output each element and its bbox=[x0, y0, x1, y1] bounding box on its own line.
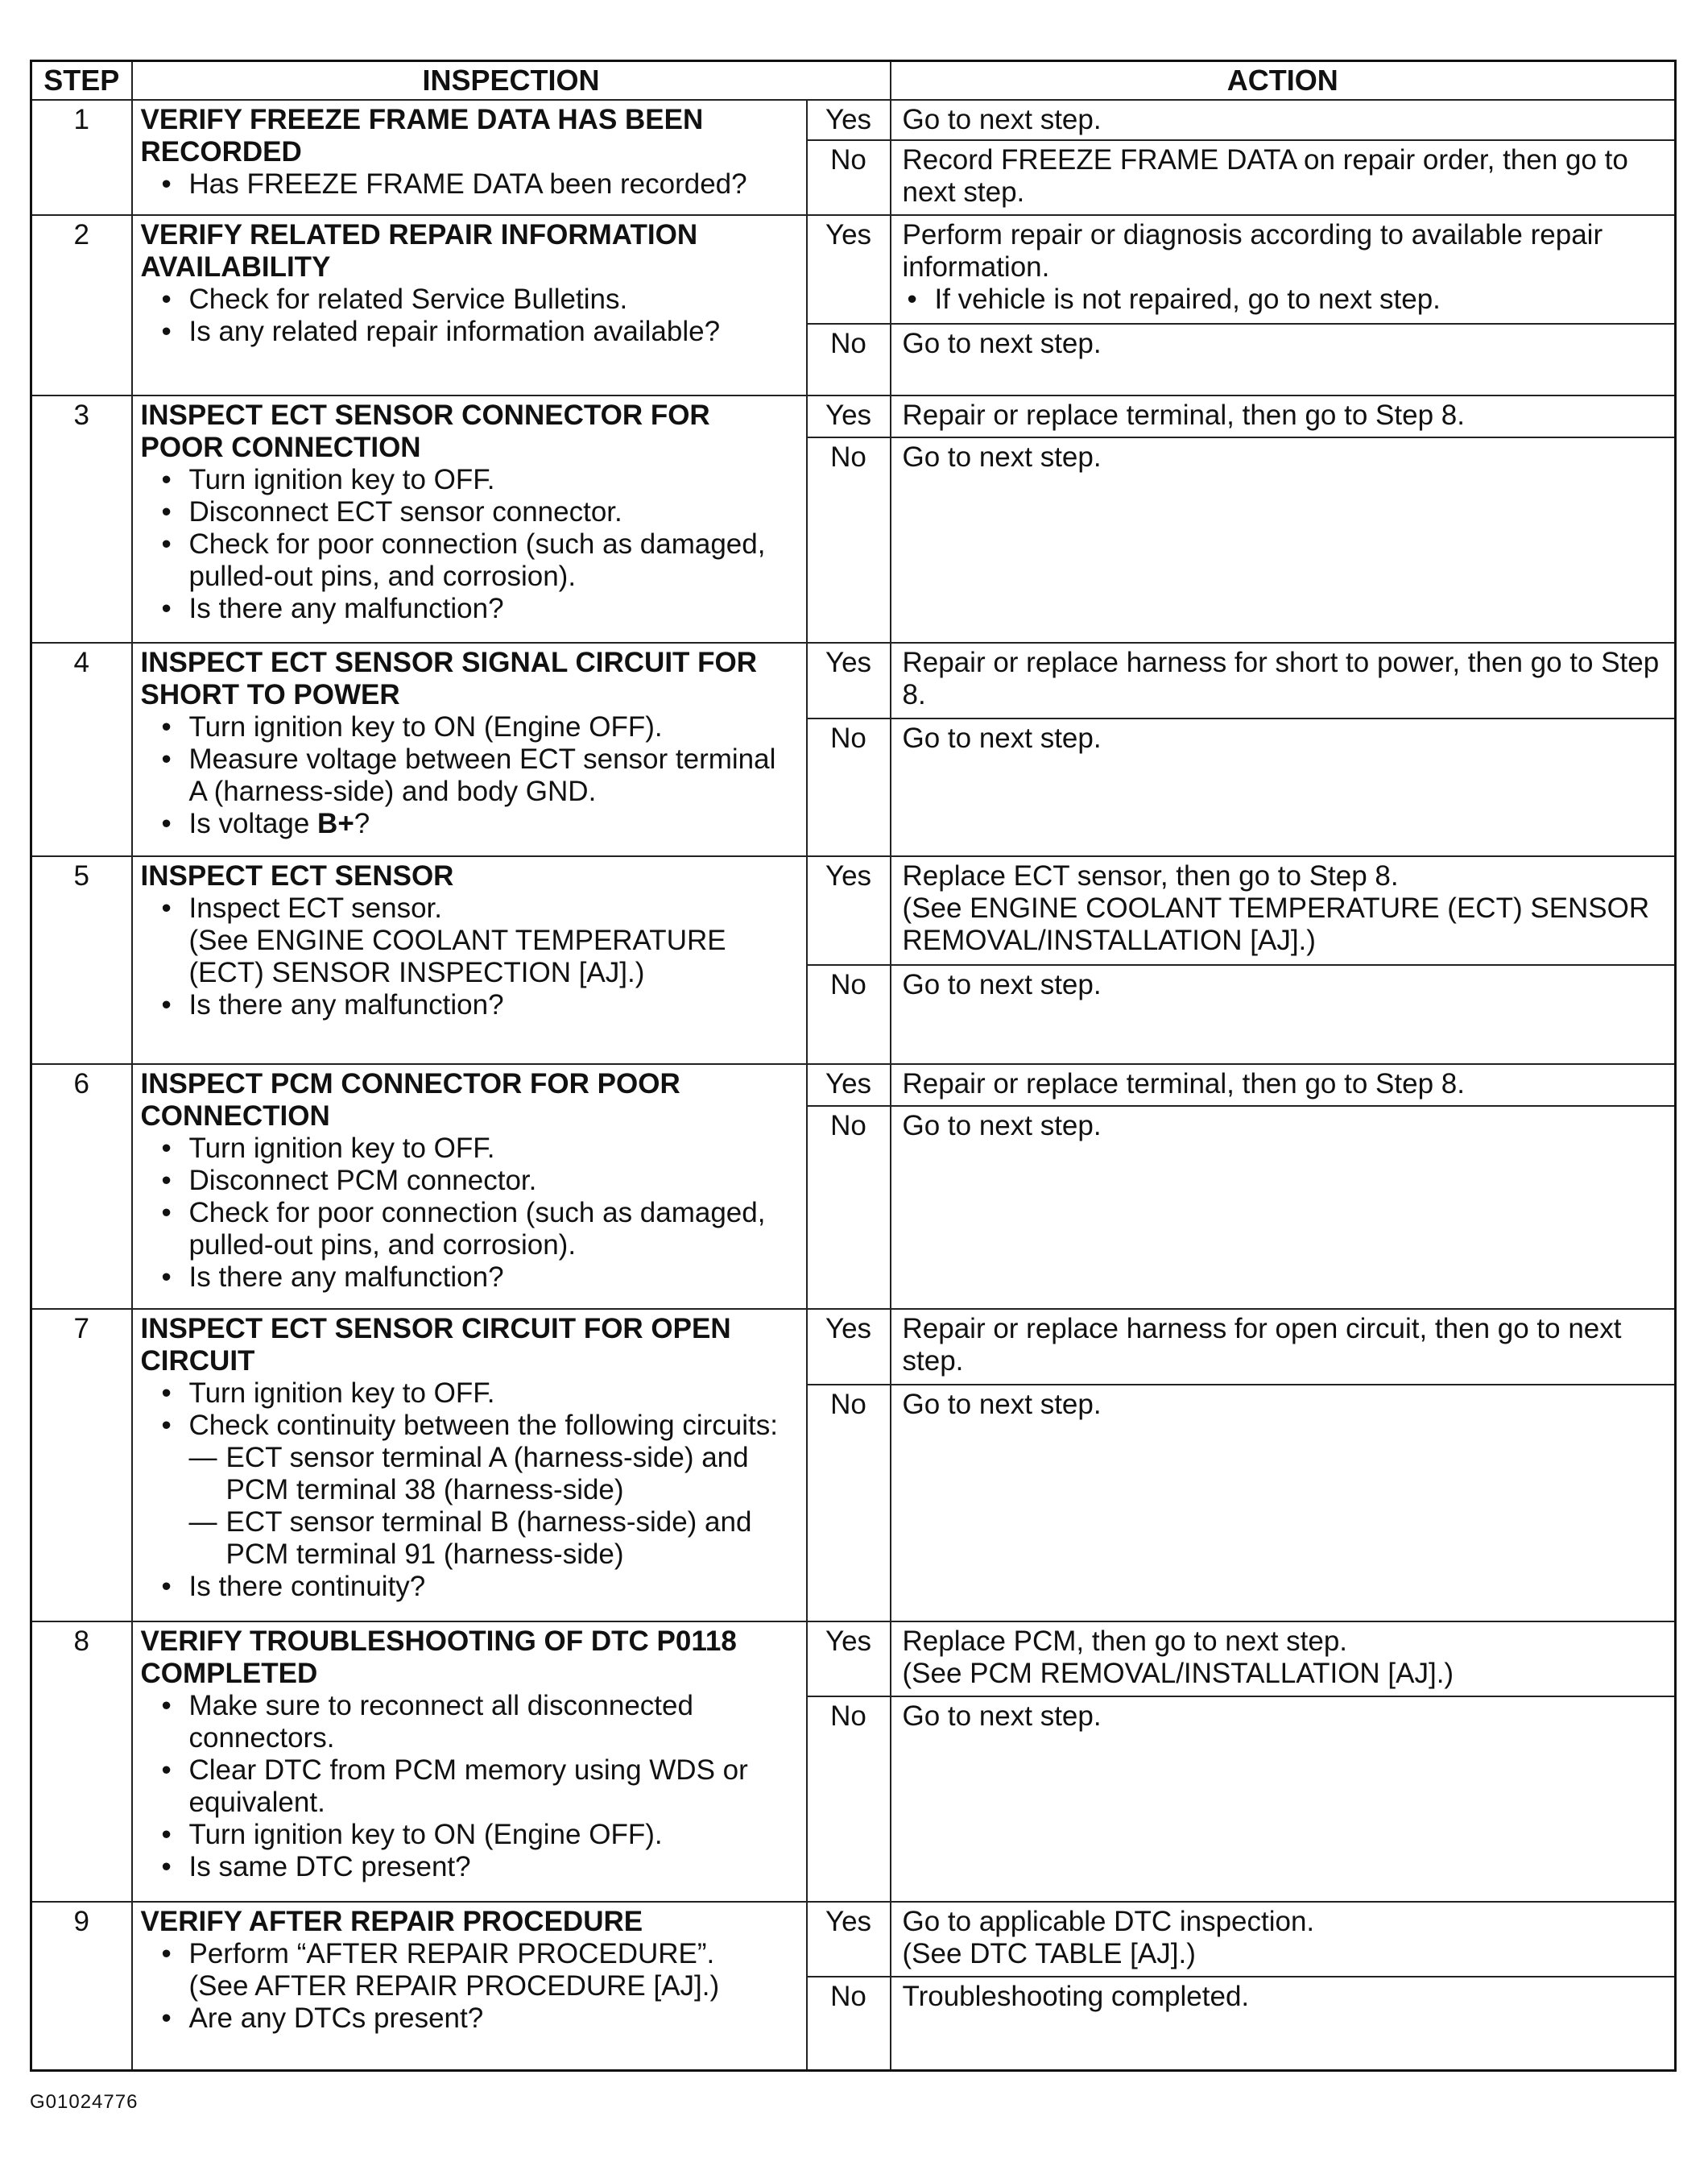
bullet-text: ? bbox=[354, 807, 370, 839]
no-action: Record FREEZE FRAME DATA on repair order, then go to next step. bbox=[891, 140, 1676, 215]
action-bullet-list bbox=[903, 284, 1667, 316]
step-number: 6 bbox=[31, 1064, 132, 1309]
inspection-title: VERIFY RELATED REPAIR INFORMATION AVAILABILITY bbox=[140, 218, 698, 283]
list-item: • Turn ignition key to OFF. bbox=[189, 464, 798, 496]
yes-label: Yes bbox=[807, 215, 891, 324]
list-item bbox=[189, 808, 798, 840]
no-label: No bbox=[807, 965, 891, 1064]
no-action: Go to next step. bbox=[891, 324, 1676, 395]
inspection-cell bbox=[132, 215, 807, 395]
inspection-title: INSPECT ECT SENSOR CONNECTOR FOR POOR CONNECTION bbox=[140, 399, 710, 463]
list-item: • Disconnect ECT sensor connector. bbox=[189, 496, 798, 528]
step-number: 1 bbox=[31, 100, 132, 215]
bullet-list bbox=[141, 892, 798, 1021]
inspection-title: VERIFY AFTER REPAIR PROCEDURE bbox=[140, 1905, 643, 1937]
yes-action: Replace PCM, then go to next step. bbox=[902, 1625, 1348, 1658]
yes-action: Perform repair or diagnosis according to available repair information. bbox=[902, 218, 1603, 283]
bullet-list bbox=[141, 284, 798, 348]
table-row bbox=[31, 856, 1676, 965]
table-row bbox=[31, 1309, 1676, 1385]
bullet-list bbox=[141, 711, 798, 840]
bullet-text: Is voltage bbox=[188, 807, 318, 839]
bullet-text: • Inspect ECT sensor. bbox=[188, 892, 443, 924]
figure-id: G01024776 bbox=[30, 2091, 139, 2113]
table-row bbox=[31, 1621, 1676, 1696]
step-number: 8 bbox=[31, 1621, 132, 1902]
list-item: • Is there continuity? bbox=[189, 1571, 798, 1603]
yes-action: Repair or replace terminal, then go to Step 8. bbox=[891, 1064, 1676, 1106]
no-label: No bbox=[807, 719, 891, 856]
no-action: Go to next step. bbox=[891, 1106, 1676, 1309]
yes-label: Yes bbox=[807, 1902, 891, 1977]
inspection-cell bbox=[132, 1064, 807, 1309]
table-row bbox=[31, 643, 1676, 719]
no-action: Go to next step. bbox=[891, 965, 1676, 1064]
inspection-cell bbox=[132, 100, 807, 215]
yes-label: Yes bbox=[807, 856, 891, 965]
list-item: • Is there any malfunction? bbox=[189, 593, 798, 625]
list-item bbox=[189, 1410, 798, 1571]
no-action: Go to next step. bbox=[891, 719, 1676, 856]
yes-label: Yes bbox=[807, 643, 891, 719]
inspection-cell bbox=[132, 1621, 807, 1902]
list-item: • Turn ignition key to ON (Engine OFF). bbox=[189, 711, 798, 743]
bullet-note: (See ENGINE COOLANT TEMPERATURE (ECT) SENSOR INSPECTION [AJ].) bbox=[188, 924, 726, 988]
list-item: • Is same DTC present? bbox=[189, 1851, 798, 1883]
step-number: 7 bbox=[31, 1309, 132, 1621]
no-action: Troubleshooting completed. bbox=[891, 1977, 1676, 2070]
step-number: 9 bbox=[31, 1902, 132, 2071]
table-header-row bbox=[31, 61, 1676, 100]
yes-label: Yes bbox=[807, 100, 891, 140]
bullet-list bbox=[141, 1690, 798, 1883]
sub-list-item: — ECT sensor terminal B (harness-side) and PCM terminal 91 (harness-side) bbox=[226, 1506, 798, 1571]
inspection-title: INSPECT ECT SENSOR bbox=[140, 859, 454, 892]
header-step: STEP bbox=[31, 61, 132, 100]
inspection-title: INSPECT ECT SENSOR SIGNAL CIRCUIT FOR SHORT TO POWER bbox=[140, 646, 758, 710]
bullet-note: (See AFTER REPAIR PROCEDURE [AJ].) bbox=[188, 1969, 720, 2002]
header-action: ACTION bbox=[891, 61, 1676, 100]
inspection-title: INSPECT PCM CONNECTOR FOR POOR CONNECTION bbox=[140, 1067, 680, 1132]
list-item: • Check for related Service Bulletins. bbox=[189, 284, 798, 316]
bullet-text: • Perform “AFTER REPAIR PROCEDURE”. bbox=[188, 1937, 715, 1969]
yes-action-cell bbox=[891, 856, 1676, 965]
step-number: 3 bbox=[31, 395, 132, 643]
list-item bbox=[189, 892, 798, 989]
no-label: No bbox=[807, 1977, 891, 2070]
no-action: Go to next step. bbox=[891, 1696, 1676, 1902]
table-row bbox=[31, 1902, 1676, 1977]
bullet-list bbox=[141, 1938, 798, 2035]
list-item: • Is there any malfunction? bbox=[189, 1261, 798, 1294]
yes-action-note: (See DTC TABLE [AJ].) bbox=[902, 1937, 1196, 1969]
sub-list-item: — ECT sensor terminal A (harness-side) and PCM terminal 38 (harness-side) bbox=[226, 1442, 798, 1506]
list-item: • Check for poor connection (such as damaged, pulled-out pins, and corrosion). bbox=[189, 1197, 798, 1261]
inspection-cell bbox=[132, 856, 807, 1064]
no-label: No bbox=[807, 437, 891, 643]
yes-label: Yes bbox=[807, 395, 891, 437]
step-number: 2 bbox=[31, 215, 132, 395]
inspection-title: VERIFY FREEZE FRAME DATA HAS BEEN RECORDED bbox=[140, 103, 704, 168]
bullet-text: • Check continuity between the following circuits: bbox=[188, 1410, 778, 1442]
yes-label: Yes bbox=[807, 1309, 891, 1385]
no-label: No bbox=[807, 140, 891, 215]
no-label: No bbox=[807, 1696, 891, 1902]
table-row bbox=[31, 395, 1676, 437]
yes-label: Yes bbox=[807, 1621, 891, 1696]
list-item: • Turn ignition key to ON (Engine OFF). bbox=[189, 1819, 798, 1851]
inspection-cell bbox=[132, 643, 807, 856]
header-inspection: INSPECTION bbox=[132, 61, 891, 100]
list-item: • Measure voltage between ECT sensor terminal A (harness-side) and body GND. bbox=[189, 743, 798, 808]
bullet-list bbox=[141, 1377, 798, 1603]
table-row bbox=[31, 1064, 1676, 1106]
bullet-list bbox=[141, 168, 798, 201]
list-item: • Are any DTCs present? bbox=[189, 2002, 798, 2035]
step-number: 5 bbox=[31, 856, 132, 1064]
list-item: • If vehicle is not repaired, go to next step. bbox=[935, 284, 1667, 316]
sub-list bbox=[189, 1442, 798, 1571]
yes-action: Repair or replace terminal, then go to Step 8. bbox=[891, 395, 1676, 437]
inspection-cell bbox=[132, 395, 807, 643]
list-item: • Disconnect PCM connector. bbox=[189, 1165, 798, 1197]
diagnostic-procedure-sheet bbox=[30, 60, 1674, 2072]
yes-action: Repair or replace harness for open circuit, then go to next step. bbox=[891, 1309, 1676, 1385]
list-item: • Is there any malfunction? bbox=[189, 989, 798, 1021]
yes-action: Go to applicable DTC inspection. bbox=[902, 1905, 1315, 1937]
no-label: No bbox=[807, 324, 891, 395]
inspection-title: INSPECT ECT SENSOR CIRCUIT FOR OPEN CIRCUIT bbox=[140, 1313, 731, 1377]
inspection-cell bbox=[132, 1902, 807, 2071]
diagnostic-table bbox=[30, 60, 1677, 2072]
yes-action-cell bbox=[891, 215, 1676, 324]
list-item: • Check for poor connection (such as damaged, pulled-out pins, and corrosion). bbox=[189, 528, 798, 593]
list-item: • Turn ignition key to OFF. bbox=[189, 1133, 798, 1165]
yes-action-cell bbox=[891, 1902, 1676, 1977]
table-row bbox=[31, 100, 1676, 140]
list-item: • Make sure to reconnect all disconnected connectors. bbox=[189, 1690, 798, 1754]
yes-label: Yes bbox=[807, 1064, 891, 1106]
bullet-list bbox=[141, 464, 798, 625]
inspection-cell bbox=[132, 1309, 807, 1621]
list-item bbox=[189, 1938, 798, 2002]
no-label: No bbox=[807, 1106, 891, 1309]
yes-action: Repair or replace harness for short to power, then go to Step 8. bbox=[891, 643, 1676, 719]
list-item: • Has FREEZE FRAME DATA been recorded? bbox=[189, 168, 798, 201]
yes-action-cell bbox=[891, 1621, 1676, 1696]
list-item: • Turn ignition key to OFF. bbox=[189, 1377, 798, 1410]
bullet-list bbox=[141, 1133, 798, 1294]
no-label: No bbox=[807, 1385, 891, 1621]
yes-action-note: (See ENGINE COOLANT TEMPERATURE (ECT) SENSOR REMOVAL/INSTALLATION [AJ].) bbox=[902, 892, 1650, 956]
yes-action: Replace ECT sensor, then go to Step 8. bbox=[902, 859, 1399, 892]
yes-action: Go to next step. bbox=[891, 100, 1676, 140]
yes-action-note: (See PCM REMOVAL/INSTALLATION [AJ].) bbox=[902, 1658, 1454, 1690]
inspection-title: VERIFY TROUBLESHOOTING OF DTC P0118 COMPLETED bbox=[140, 1625, 737, 1690]
no-action: Go to next step. bbox=[891, 437, 1676, 643]
table-row bbox=[31, 215, 1676, 324]
no-action: Go to next step. bbox=[891, 1385, 1676, 1621]
step-number: 4 bbox=[31, 643, 132, 856]
list-item: • Is any related repair information available? bbox=[189, 316, 798, 348]
bullet-bold-text: B+ bbox=[317, 807, 354, 839]
list-item: • Clear DTC from PCM memory using WDS or equivalent. bbox=[189, 1754, 798, 1819]
